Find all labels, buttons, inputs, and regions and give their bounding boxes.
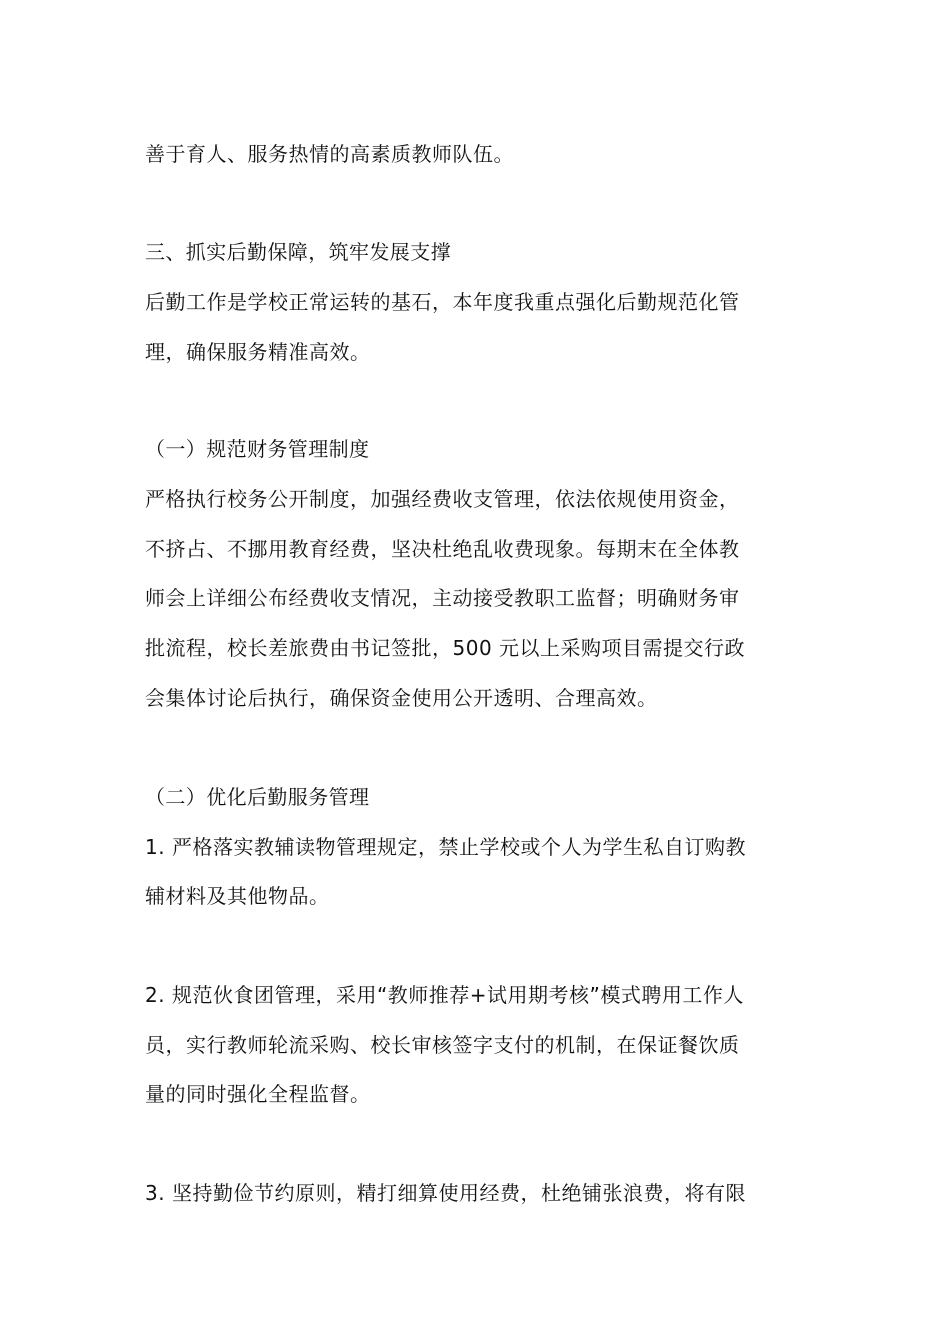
list-item-line: 1. 严格落实教辅读物管理规定，禁止学校或个人为学生私自订购教 bbox=[145, 835, 746, 859]
subsection-heading: （一）规范财务管理制度 bbox=[145, 437, 370, 461]
list-item-line: 3. 坚持勤俭节约原则，精打细算使用经费，杜绝铺张浪费，将有限 bbox=[145, 1181, 746, 1205]
paragraph-line: 理，确保服务精准高效。 bbox=[145, 340, 371, 364]
paragraph-line: 善于育人、服务热情的高素质教师队伍。 bbox=[145, 142, 514, 166]
paragraph-line: 不挤占、不挪用教育经费，坚决杜绝乱收费现象。每期末在全体教 bbox=[145, 537, 740, 561]
list-item-line: 量的同时强化全程监督。 bbox=[145, 1082, 371, 1106]
paragraph-line: 批流程，校长差旅费由书记签批，500 元以上采购项目需提交行政 bbox=[145, 636, 746, 660]
paragraph-line: 会集体讨论后执行，确保资金使用公开透明、合理高效。 bbox=[145, 686, 658, 710]
paragraph-line: 师会上详细公布经费收支情况，主动接受教职工监督；明确财务审 bbox=[145, 586, 740, 610]
list-item-line: 员，实行教师轮流采购、校长审核签字支付的机制，在保证餐饮质 bbox=[145, 1033, 740, 1057]
list-item-line: 2. 规范伙食团管理，采用“教师推荐+试用期考核”模式聘用工作人 bbox=[145, 983, 744, 1007]
section-heading: 三、抓实后勤保障，筑牢发展支撑 bbox=[145, 240, 451, 264]
list-item-line: 辅材料及其他物品。 bbox=[145, 884, 330, 908]
paragraph-line: 严格执行校务公开制度，加强经费收支管理，依法依规使用资金， bbox=[145, 487, 740, 511]
subsection-heading: （二）优化后勤服务管理 bbox=[145, 785, 370, 809]
paragraph-line: 后勤工作是学校正常运转的基石，本年度我重点强化后勤规范化管 bbox=[145, 290, 740, 314]
